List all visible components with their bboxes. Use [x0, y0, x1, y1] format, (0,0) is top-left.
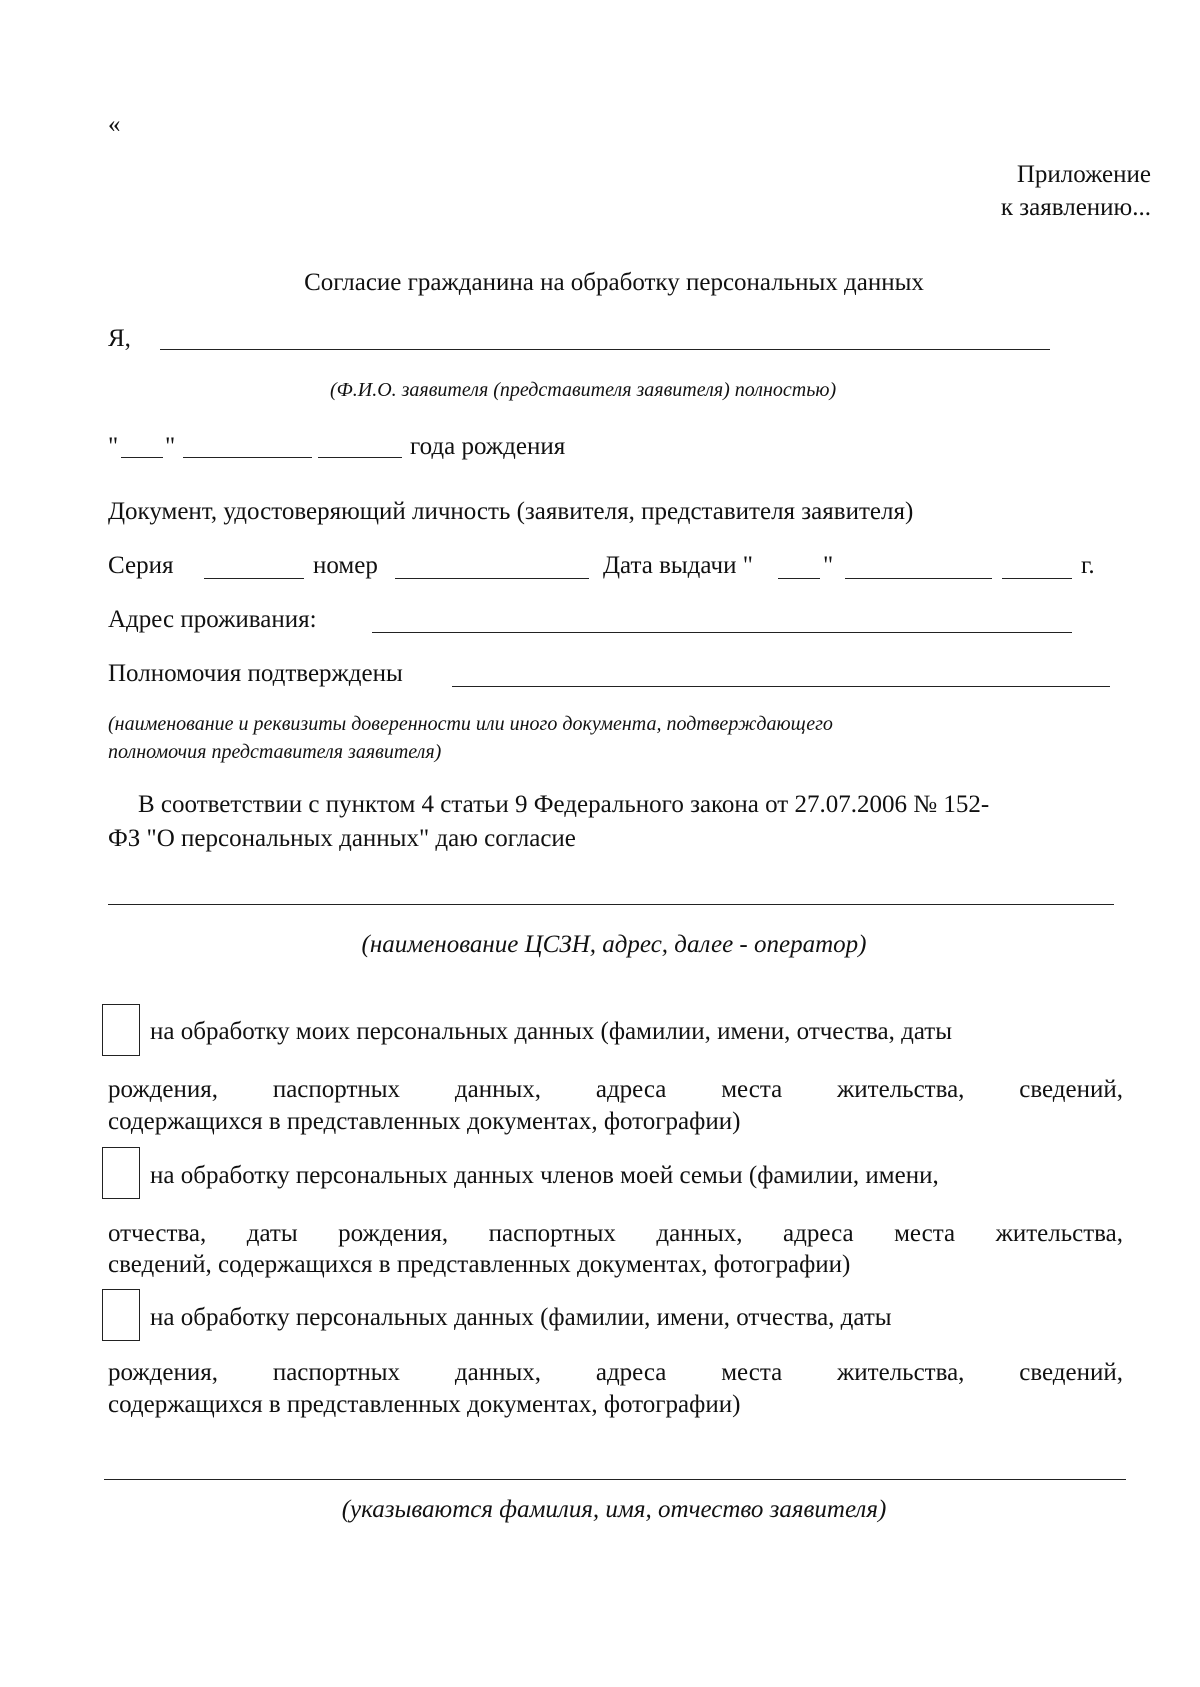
option-generic-line1: на обработку персональных данных (фамилии, имени, отчества, даты: [150, 1304, 892, 1331]
quote-mark: «: [108, 111, 121, 138]
consent-generic-data-checkbox[interactable]: [102, 1289, 140, 1341]
authority-label: Полномочия подтверждены: [108, 660, 403, 687]
address-label: Адрес проживания:: [108, 606, 317, 633]
signature-input-line[interactable]: [104, 1479, 1126, 1480]
issue-year-line[interactable]: [1002, 578, 1072, 579]
option-family-line1: на обработку персональных данных членов моей семьи (фамилии, имени,: [150, 1162, 939, 1189]
consent-own-data-checkbox[interactable]: [102, 1004, 140, 1056]
birth-year-line[interactable]: [318, 457, 402, 458]
birth-quote-close: ": [165, 433, 176, 460]
consent-intro-line2: ФЗ "О персональных данных" даю согласие: [108, 825, 576, 852]
birth-month-line[interactable]: [183, 457, 312, 458]
issue-date-label: Дата выдачи ": [603, 552, 753, 579]
option-generic-line3: содержащихся в представленных документах, фотографии): [108, 1391, 741, 1418]
signature-caption: (указываются фамилия, имя, отчество заявителя): [341, 1496, 887, 1523]
i-label: Я,: [108, 325, 131, 352]
series-input-line[interactable]: [204, 578, 304, 579]
series-label: Серия: [108, 552, 174, 579]
appendix-subtitle: к заявлению...: [1000, 194, 1151, 221]
issue-date-quote-close: ": [823, 552, 834, 579]
authority-caption-line1: (наименование и реквизиты доверенности или иного документа, подтверждающего: [108, 713, 833, 735]
option-generic-line2: рождения, паспортных данных, адреса места жительства, сведений,: [108, 1359, 1123, 1386]
appendix-title: Приложение: [1016, 161, 1151, 188]
number-input-line[interactable]: [395, 578, 589, 579]
fio-caption: (Ф.И.О. заявителя (представителя заявителя) полностью): [330, 379, 837, 401]
option-own-line1: на обработку моих персональных данных (фамилии, имени, отчества, даты: [150, 1018, 953, 1045]
birth-day-line[interactable]: [121, 457, 163, 458]
option-family-line2: отчества, даты рождения, паспортных данных, адреса места жительства,: [108, 1220, 1123, 1247]
issue-month-line[interactable]: [845, 578, 992, 579]
address-input-line[interactable]: [372, 632, 1072, 633]
consent-family-data-checkbox[interactable]: [102, 1147, 140, 1199]
year-suffix: г.: [1081, 552, 1095, 579]
consent-intro-line1: В соответствии с пунктом 4 статьи 9 Федерального закона от 27.07.2006 № 152-: [138, 791, 990, 818]
birth-year-label: года рождения: [410, 433, 566, 460]
authority-input-line[interactable]: [452, 686, 1110, 687]
document-label: Документ, удостоверяющий личность (заявителя, представителя заявителя): [108, 498, 914, 525]
issue-day-line[interactable]: [778, 578, 820, 579]
authority-caption-line2: полномочия представителя заявителя): [108, 741, 442, 763]
number-label: номер: [313, 552, 378, 579]
operator-input-line[interactable]: [108, 904, 1114, 905]
operator-caption: (наименование ЦСЗН, адрес, далее - оператор): [361, 931, 867, 958]
option-own-line2: рождения, паспортных данных, адреса места жительства, сведений,: [108, 1076, 1123, 1103]
fio-input-line[interactable]: [160, 349, 1050, 350]
document-title: Согласие гражданина на обработку персональных данных: [304, 269, 924, 296]
option-family-line3: сведений, содержащихся в представленных документах, фотографии): [108, 1251, 851, 1278]
birth-quote-open: ": [108, 433, 119, 460]
option-own-line3: содержащихся в представленных документах, фотографии): [108, 1108, 741, 1135]
